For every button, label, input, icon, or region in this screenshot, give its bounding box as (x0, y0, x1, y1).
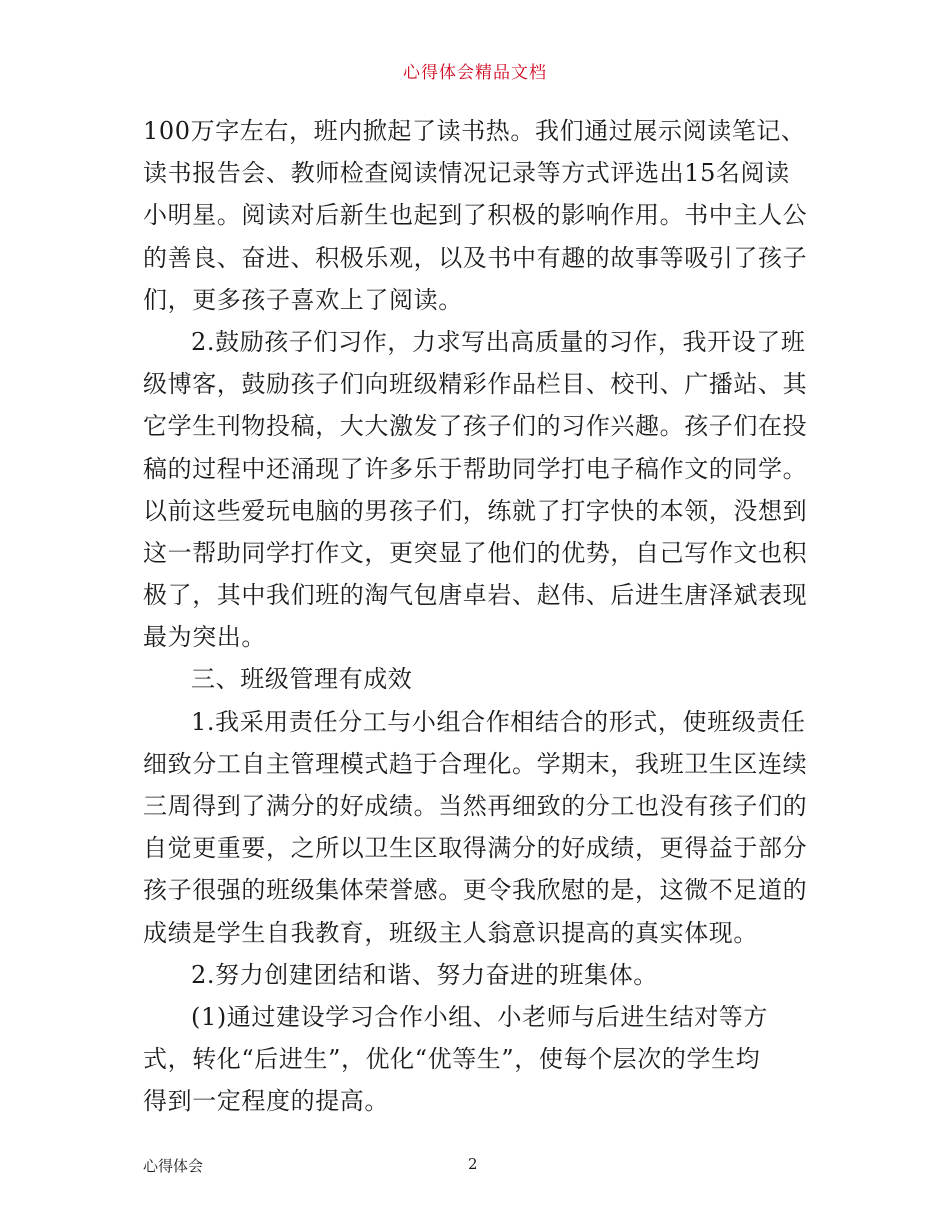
text-line: 孩子很强的班级集体荣誉感。更令我欣慰的是，这微不足道的 (143, 876, 808, 905)
text-line: 100万字左右，班内掀起了读书热。我们通过展示阅读笔记、 (143, 117, 806, 145)
text-line: 读书报告会、教师检查阅读情况记录等方式评选出15名阅读 (143, 159, 790, 188)
text-line: 的善良、奋进、积极乐观，以及书中有趣的故事等吸引了孩子 (143, 243, 808, 272)
text-line: 们，更多孩子喜欢上了阅读。 (143, 285, 463, 314)
text-line: 稿的过程中还涌现了许多乐于帮助同学打电子稿作文的同学。 (143, 454, 808, 483)
paragraph-start-line: (1)通过建设学习合作小组、小老师与后进生结对等方 (191, 1002, 768, 1031)
text-line: 级博客，鼓励孩子们向班级精彩作品栏目、校刊、广播站、其 (143, 370, 808, 399)
page-number: 2 (468, 1155, 478, 1173)
text-line: 小明星。阅读对后新生也起到了积极的影响作用。书中主人公 (143, 201, 808, 230)
paragraph-start-line: 1.我采用责任分工与小组合作相结合的形式，使班级责任 (191, 707, 806, 736)
section-heading: 三、班级管理有成效 (191, 665, 413, 694)
text-line: 得到一定程度的提高。 (143, 1087, 389, 1116)
footer-label: 心得体会 (143, 1157, 204, 1175)
text-line: 成绩是学生自我教育，班级主人翁意识提高的真实体现。 (143, 918, 758, 947)
document-body (143, 110, 813, 1123)
text-line: 它学生刊物投稿，大大激发了孩子们的习作兴趣。孩子们在投 (143, 412, 808, 441)
text-line: 三周得到了满分的好成绩。当然再细致的分工也没有孩子们的 (143, 792, 808, 820)
text-line: 极了，其中我们班的淘气包唐卓岩、赵伟、后进生唐泽斌表现 (143, 581, 808, 610)
text-line: 最为突出。 (143, 623, 266, 652)
paragraph-start-line: 2.努力创建团结和谐、努力奋进的班集体。 (191, 960, 658, 989)
text-line: 以前这些爱玩电脑的男孩子们，练就了打字快的本领，没想到 (143, 496, 808, 525)
text-line: 式，转化“后进生”，优化“优等生”，使每个层次的学生均 (143, 1045, 761, 1074)
paragraph-start-line: 2.鼓励孩子们习作，力求写出高质量的习作，我开设了班 (191, 327, 806, 356)
page-header-title: 心得体会精品文档 (403, 63, 547, 83)
text-line: 自觉更重要，之所以卫生区取得满分的好成绩，更得益于部分 (143, 834, 808, 863)
text-line: 这一帮助同学打作文，更突显了他们的优势，自己写作文也积 (143, 538, 808, 567)
text-line: 细致分工自主管理模式趋于合理化。学期末，我班卫生区连续 (143, 749, 808, 778)
